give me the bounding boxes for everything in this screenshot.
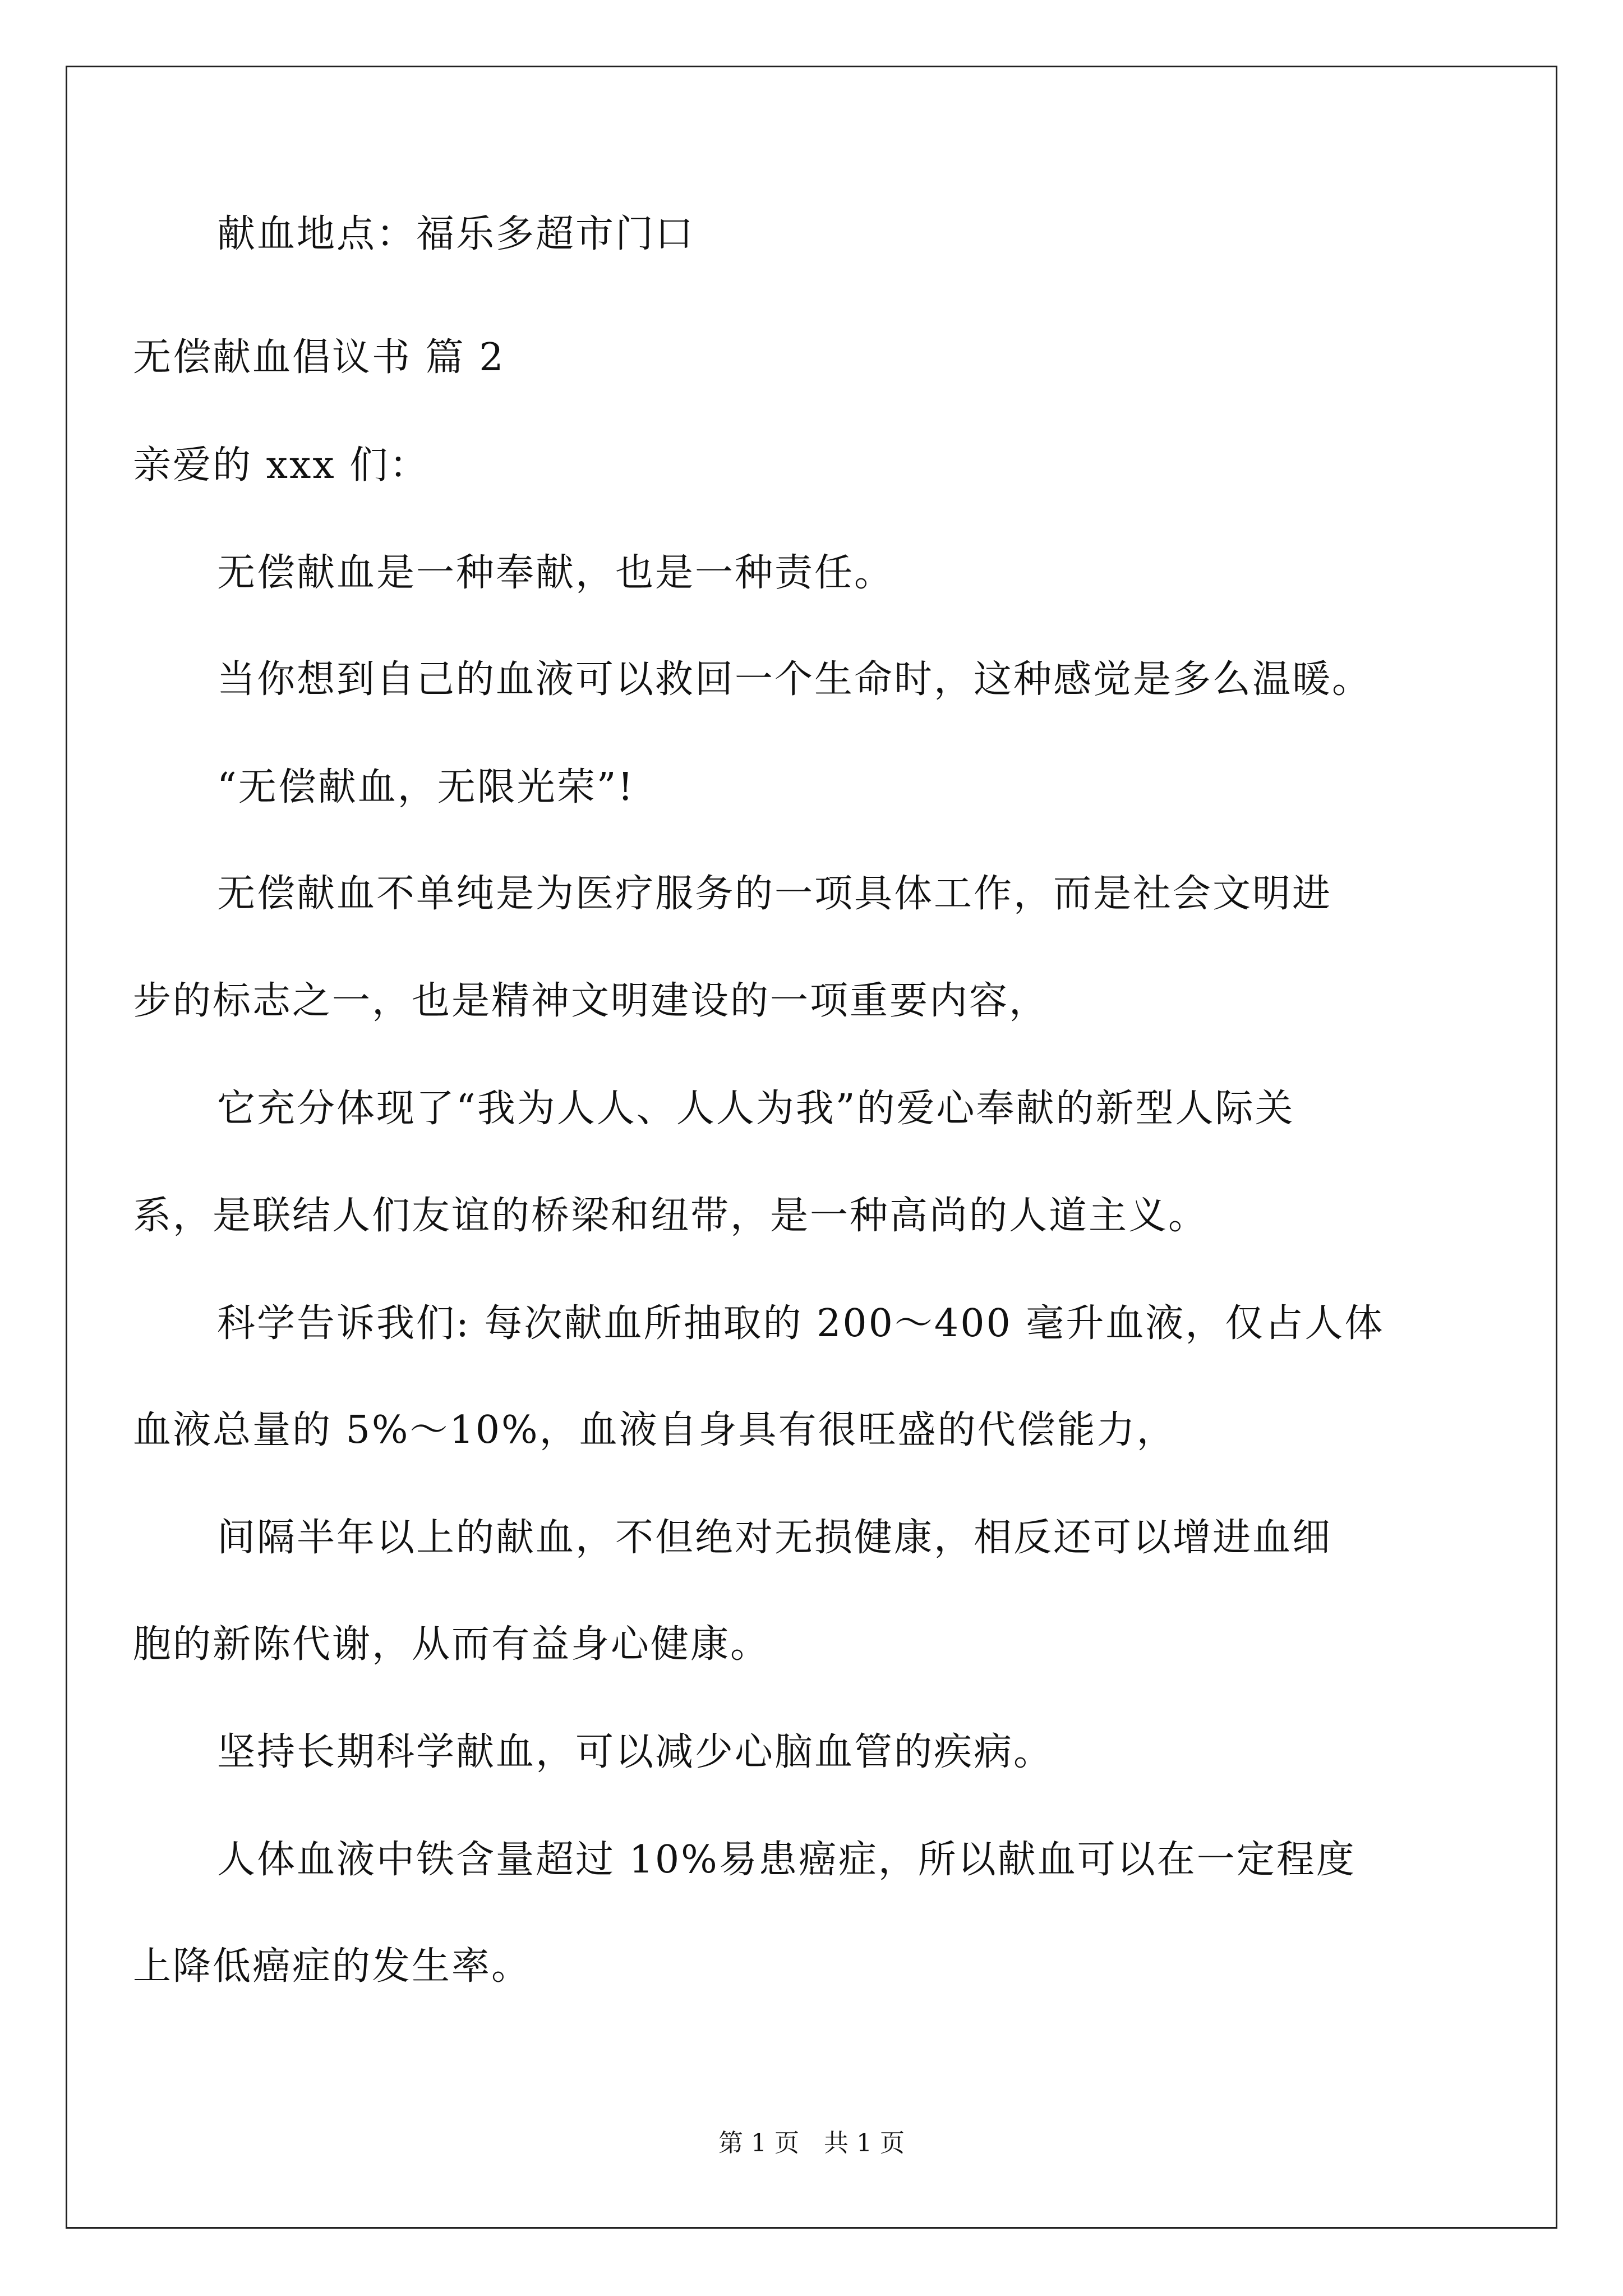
page-number-footer: 第 1 页 共 1 页 xyxy=(718,2129,905,2157)
text-line: 胞的新陈代谢，从而有益身心健康。 xyxy=(133,1622,771,1667)
text-line: 科学告诉我们: 每次献血所抽取的 200～400 毫升血液，仅占人体 xyxy=(217,1301,1385,1346)
text-line: “无偿献血，无限光荣”! xyxy=(217,765,635,809)
section-title: 无偿献血倡议书 篇 2 xyxy=(133,335,505,380)
text-line: 间隔半年以上的献血，不但绝对无损健康，相反还可以增进血细 xyxy=(217,1516,1332,1560)
text-line: 当你想到自己的血液可以救回一个生命时，这种感觉是多么温暖。 xyxy=(217,657,1372,702)
text-line: 上降低癌症的发生率。 xyxy=(133,1944,532,1989)
salutation: 亲爱的 xxx 们： xyxy=(133,443,430,487)
text-line: 无偿献血是一种奉献，也是一种责任。 xyxy=(217,551,895,595)
text-line: 步的标志之一，也是精神文明建设的一项重要内容， xyxy=(133,979,1049,1023)
page-border xyxy=(66,66,1557,2229)
text-line: 它充分体现了“我为人人、人人为我”的爱心奉献的新型人际关 xyxy=(217,1087,1295,1131)
text-line: 系，是联结人们友谊的桥梁和纽带，是一种高尚的人道主义。 xyxy=(133,1194,1209,1238)
text-line: 献血地点：福乐多超市门口 xyxy=(217,212,695,256)
text-line: 坚持长期科学献血，可以减少心脑血管的疾病。 xyxy=(217,1730,1054,1774)
text-line: 血液总量的 5%～10%，血液自身具有很旺盛的代偿能力， xyxy=(133,1408,1177,1452)
text-line: 无偿献血不单纯是为医疗服务的一项具体工作，而是社会文明进 xyxy=(217,872,1332,916)
text-line: 人体血液中铁含量超过 10%易患癌症，所以献血可以在一定程度 xyxy=(217,1838,1356,1882)
